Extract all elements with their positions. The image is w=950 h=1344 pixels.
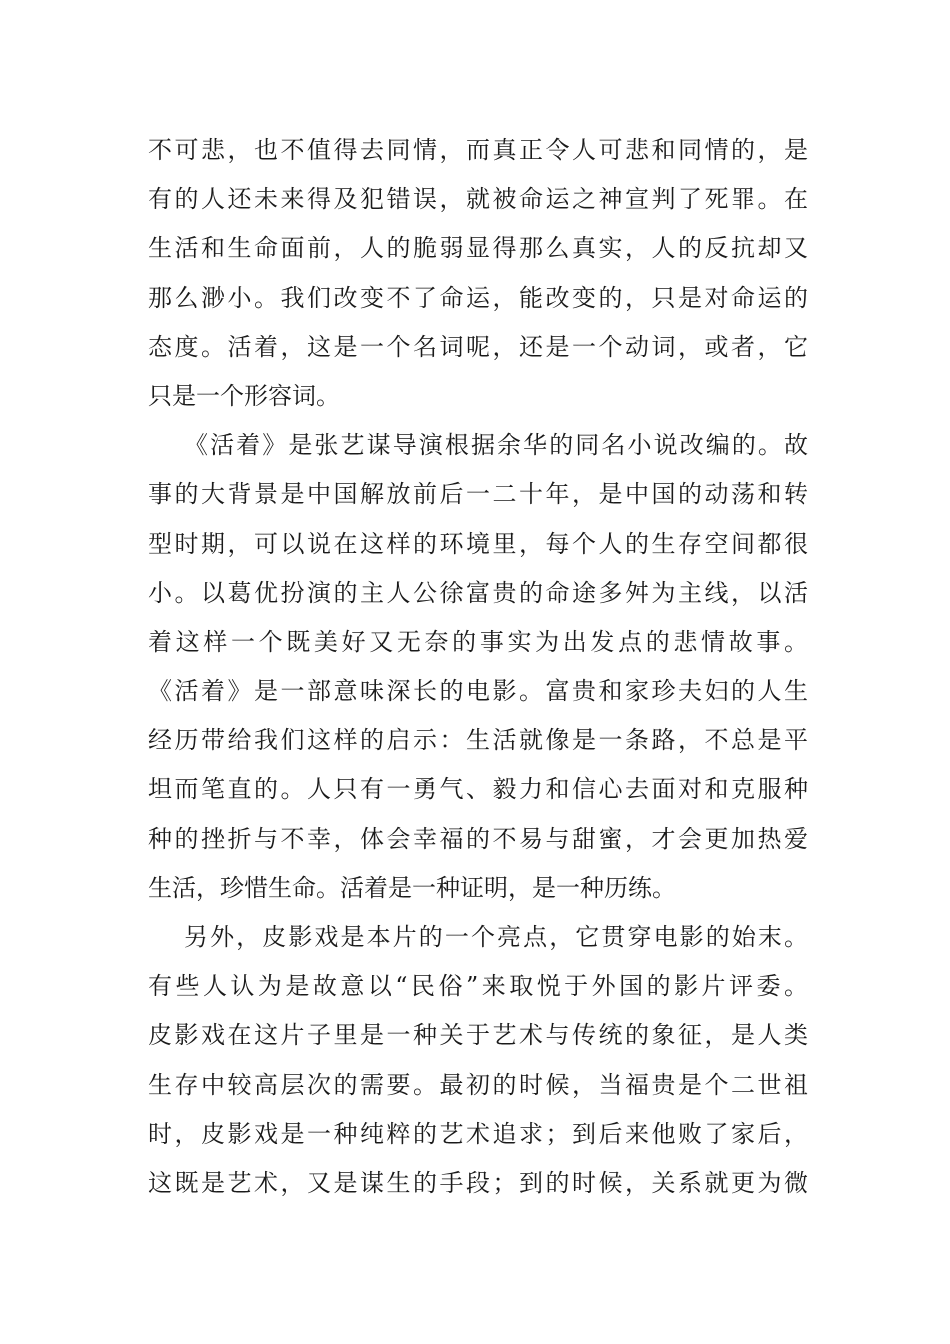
text-line: 态度。活着，这是一个名词呢，还是一个动词，或者，它 bbox=[148, 332, 808, 361]
text-line: 另外，皮影戏是本片的一个亮点，它贯穿电影的始末。 bbox=[184, 923, 808, 951]
text-line: 这既是艺术，又是谋生的手段；到的时候，关系就更为微 bbox=[148, 1168, 808, 1197]
body-text bbox=[148, 126, 808, 1208]
text-line: 有的人还未来得及犯错误，就被命运之神宣判了死罪。在 bbox=[148, 185, 808, 214]
text-line: 生活和生命面前，人的脆弱显得那么真实，人的反抗却又 bbox=[148, 234, 808, 263]
text-line: 型时期，可以说在这样的环境里，每个人的生存空间都很 bbox=[148, 529, 808, 558]
text-line: 事的大背景是中国解放前后一二十年，是中国的动荡和转 bbox=[148, 480, 808, 509]
text-line: 只是一个形容词。 bbox=[148, 381, 340, 410]
text-line: 《活着》是张艺谋导演根据余华的同名小说改编的。故 bbox=[184, 431, 808, 460]
text-line: 不可悲，也不值得去同情，而真正令人可悲和同情的，是 bbox=[148, 136, 808, 164]
text-line: 生活，珍惜生命。活着是一种证明，是一种历练。 bbox=[148, 873, 676, 902]
text-line: 小。以葛优扮演的主人公徐富贵的命途多舛为主线，以活 bbox=[148, 578, 808, 607]
text-line: 种的挫折与不幸，体会幸福的不易与甜蜜，才会更加热爱 bbox=[148, 824, 808, 853]
text-line: 皮影戏在这片子里是一种关于艺术与传统的象征，是人类 bbox=[148, 1021, 808, 1050]
text-line: 那么渺小。我们改变不了命运，能改变的，只是对命运的 bbox=[148, 283, 808, 312]
text-line: 时，皮影戏是一种纯粹的艺术追求；到后来他败了家后， bbox=[148, 1119, 808, 1148]
text-line: 生存中较高层次的需要。最初的时候，当福贵是个二世祖 bbox=[148, 1070, 808, 1099]
text-line: 经历带给我们这样的启示：生活就像是一条路，不总是平 bbox=[148, 726, 808, 755]
text-line: 有些人认为是故意以“民俗”来取悦于外国的影片评委。 bbox=[148, 972, 808, 1001]
text-line: 着这样一个既美好又无奈的事实为出发点的悲情故事。 bbox=[148, 627, 808, 656]
text-line: 《活着》是一部意味深长的电影。富贵和家珍夫妇的人生 bbox=[148, 677, 808, 706]
text-line: 坦而笔直的。人只有一勇气、毅力和信心去面对和克服种 bbox=[148, 775, 808, 804]
